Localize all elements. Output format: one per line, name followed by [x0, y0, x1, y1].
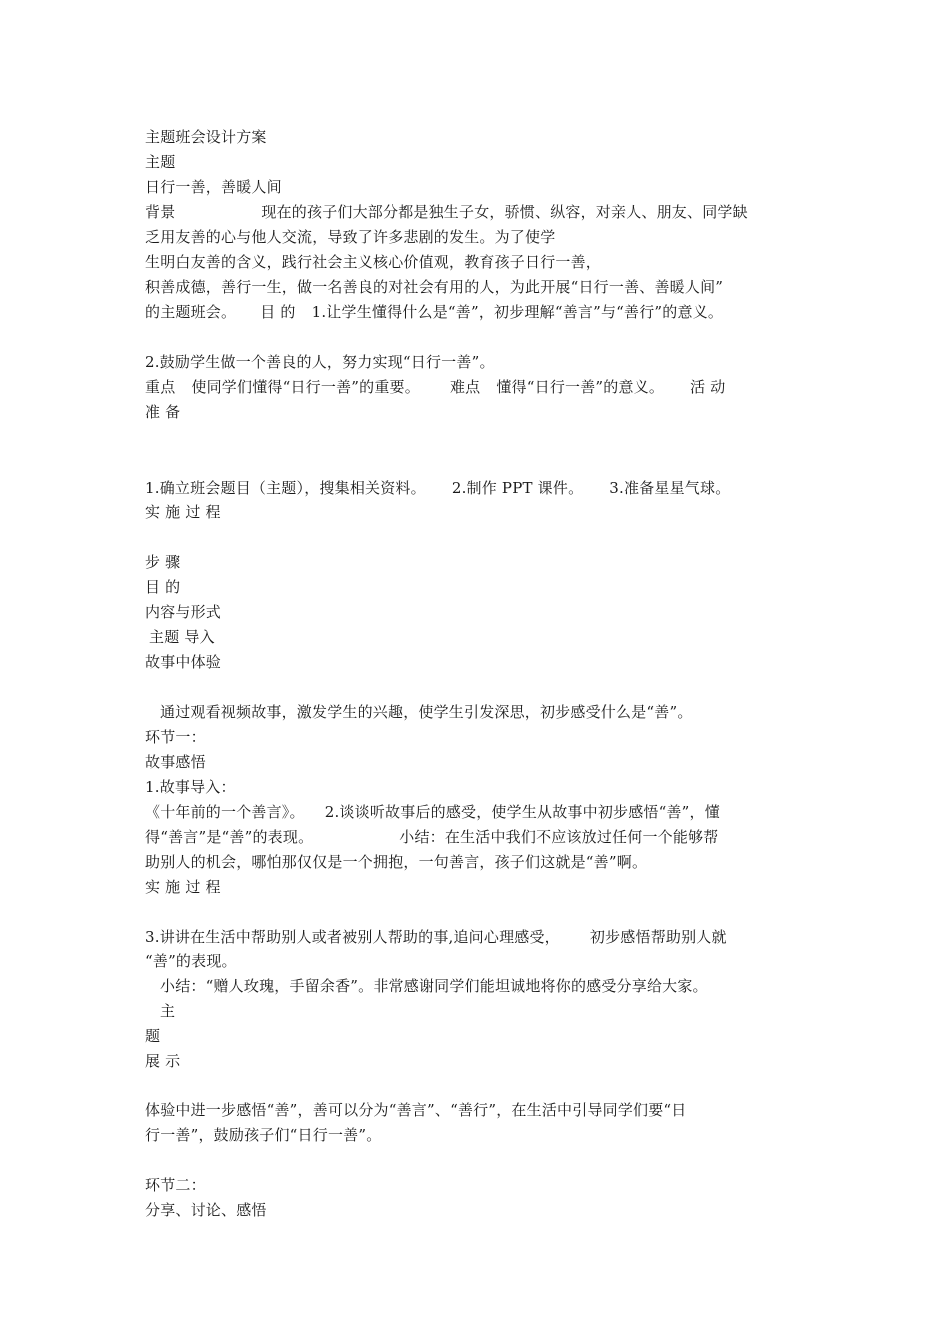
prep-1: 1.确立班会题目（主题），搜集相关资料。: [145, 479, 426, 497]
goal-label: 目 的: [260, 303, 296, 321]
key-label: 重点: [145, 378, 176, 396]
story-line-2b: 小结：在生活中我们不应该放过任何一个能够帮: [399, 828, 719, 846]
show-3: 展 示: [145, 1052, 181, 1070]
story-row-1: [145, 802, 720, 822]
prep-row: [145, 478, 730, 498]
background-row: [145, 202, 748, 222]
col-content: 内容与形式: [145, 603, 222, 621]
story-line-1b: 2.谈谈听故事后的感受，使学生从故事中初步感悟“善”，懂: [324, 803, 720, 821]
prep-3: 3.准备星星气球。: [609, 479, 731, 497]
item3-a: 3.讲讲在生活中帮助别人或者被别人帮助的事,追问心理感受，: [145, 928, 560, 946]
item3-row: [145, 927, 727, 947]
col-goal: 目 的: [145, 578, 181, 596]
prep-label-2: 准 备: [145, 403, 181, 421]
goal-1: 1.让学生懂得什么是“善”，初步理解“善言”与“善行”的意义。: [311, 303, 724, 321]
show-1: 主: [160, 1002, 176, 1020]
intro-label: 主题 导入: [149, 628, 215, 646]
exp-line-1: 体验中进一步感悟“善”，善可以分为“善言”、“善行”，在生活中引导同学们要“日: [145, 1101, 687, 1119]
show-2: 题: [145, 1027, 161, 1045]
prep-label-1: 活 动: [690, 378, 726, 396]
item3-c: “善”的表现。: [145, 952, 237, 970]
link2-label: 环节二：: [145, 1176, 206, 1194]
difficulty-label: 难点: [449, 378, 481, 396]
prep-2: 2.制作 PPT 课件。: [451, 479, 584, 497]
theme-value: 日行一善，善暖人间: [145, 178, 282, 196]
background-line-2: 乏用友善的心与他人交流，导致了许多悲剧的发生。为了使学: [145, 228, 556, 246]
background-line-3: 生明白友善的含义，践行社会主义核心价值观，教育孩子日行一善，: [145, 253, 602, 271]
story-line-2a: 得“善言”是“善”的表现。: [145, 828, 314, 846]
background-end: 的主题班会。: [145, 303, 237, 321]
key-text: 使同学们懂得“日行一善”的重要。: [191, 378, 420, 396]
goal-2: 2.鼓励学生做一个善良的人，努力实现“日行一善”。: [145, 353, 495, 371]
story-line-1a: 《十年前的一个善言》。: [145, 803, 305, 821]
link2-title: 分享、讨论、感悟: [145, 1201, 267, 1219]
background-line-1: 现在的孩子们大部分都是独生子女，骄惯、纵容，对亲人、朋友、同学缺: [261, 203, 748, 221]
background-label: 背景: [145, 203, 176, 221]
difficulty-text: 懂得“日行一善”的意义。: [496, 378, 665, 396]
link1-label: 环节一：: [145, 728, 206, 746]
theme-label: 主题: [145, 153, 176, 171]
exp-line-2: 行一善”，鼓励孩子们“日行一善”。: [145, 1126, 382, 1144]
process-label-2: 实 施 过 程: [145, 878, 221, 896]
key-row: [145, 377, 725, 397]
doc-title: 主题班会设计方案: [145, 128, 267, 146]
background-goal-row: [145, 302, 723, 322]
intro-text: 通过观看视频故事，激发学生的兴趣，使学生引发深思，初步感受什么是“善”。: [160, 703, 693, 721]
story-intro: 1.故事导入：: [145, 778, 236, 796]
background-line-4: 积善成德，善行一生，做一名善良的对社会有用的人，为此开展“日行一善、善暖人间”: [145, 278, 724, 296]
link1-title: 故事感悟: [145, 753, 206, 771]
summary-2: 小结：“赠人玫瑰，手留余香”。非常感谢同学们能坦诚地将你的感受分享给大家。: [160, 977, 708, 995]
story-row-2: [145, 827, 718, 847]
item3-b: 初步感悟帮助别人就: [589, 928, 727, 946]
intro-sub: 故事中体验: [145, 653, 222, 671]
col-step: 步 骤: [145, 553, 181, 571]
story-line-3: 助别人的机会，哪怕那仅仅是一个拥抱，一句善言，孩子们这就是“善”啊。: [145, 853, 648, 871]
process-label: 实 施 过 程: [145, 503, 221, 521]
